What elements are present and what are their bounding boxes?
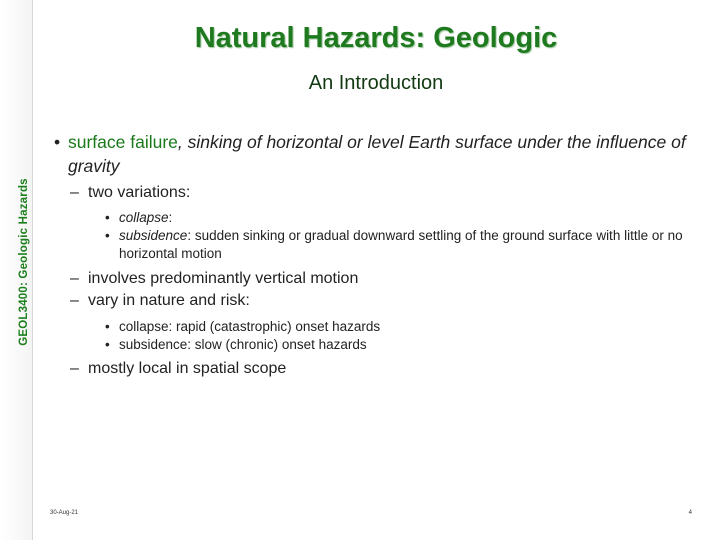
sub-sub-item-collapse-risk	[105, 318, 710, 336]
subsidence-term: subsidence	[119, 228, 188, 243]
sub-item-text: involves predominantly vertical motion	[88, 270, 359, 287]
dash-marker: –	[70, 360, 79, 377]
dash-marker: –	[70, 270, 79, 287]
sub-item-local-scope	[70, 358, 710, 380]
sidebar	[0, 0, 33, 540]
bullet-surface-failure	[50, 130, 710, 178]
sub-item-risk	[70, 290, 710, 312]
sub-sub-item-subsidence-risk	[105, 336, 710, 354]
sub-sub-item-collapse	[105, 209, 710, 227]
page-number: 4	[688, 510, 692, 516]
dot-marker: •	[105, 319, 110, 334]
dot-marker: •	[105, 337, 110, 352]
term-surface-failure: surface failure	[68, 132, 178, 152]
sub-item-vertical-motion	[70, 268, 710, 290]
slide-content	[50, 130, 710, 380]
dash-marker: –	[70, 184, 79, 201]
subsidence-description: : sudden sinking or gradual downward settling of the ground surface with little or no horizontal motion	[119, 228, 683, 261]
sub-sub-item-text: subsidence: slow (chronic) onset hazards	[119, 337, 367, 352]
bullet-marker: •	[54, 132, 61, 152]
sub-sub-item-text: collapse: rapid (catastrophic) onset hazards	[119, 319, 381, 334]
footer-date: 30-Aug-21	[50, 510, 79, 516]
slide-subtitle: An Introduction	[308, 72, 444, 94]
sub-sub-item-subsidence	[105, 227, 710, 263]
dot-marker: •	[105, 228, 110, 243]
sub-item-text: two variations:	[88, 184, 191, 201]
dot-marker: •	[105, 210, 110, 225]
dash-marker: –	[70, 292, 79, 309]
course-label: GEOL3400: Geologic Hazards	[18, 178, 30, 346]
sub-item-variations	[70, 182, 710, 204]
surface-failure-description: , sinking of horizontal or level Earth surface under the influence of gravity	[68, 132, 686, 176]
collapse-term: collapse	[119, 210, 169, 225]
sub-item-text: mostly local in spatial scope	[88, 360, 287, 377]
sub-item-text: vary in nature and risk:	[88, 292, 250, 309]
slide-title: Natural Hazards: Geologic	[194, 22, 558, 54]
collapse-suffix: :	[168, 210, 173, 225]
